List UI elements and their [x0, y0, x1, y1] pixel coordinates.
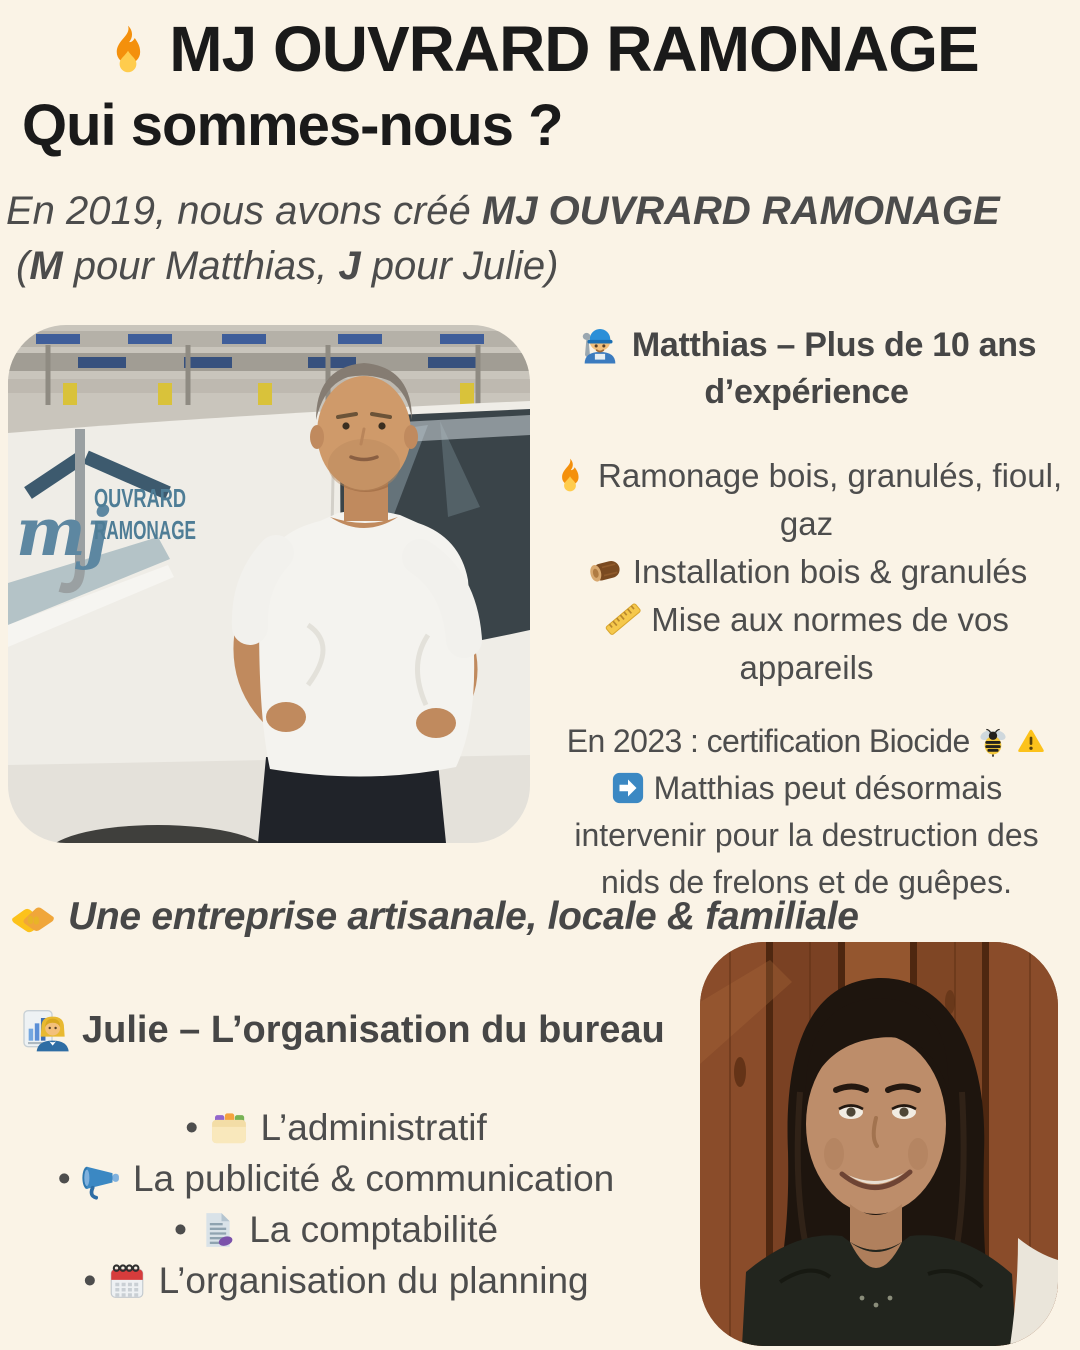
matthias-section	[533, 320, 1080, 906]
intro-text: pour Matthias,	[62, 244, 339, 289]
warning-icon	[1016, 727, 1046, 757]
card-index-icon	[208, 1107, 250, 1149]
bullet: •	[185, 1107, 199, 1148]
intro-text: En 2019, nous avons créé	[6, 189, 482, 233]
service-label-cont: gaz	[779, 505, 834, 542]
mechanic-icon	[577, 320, 623, 366]
van-logo-monogram: mj	[16, 493, 110, 571]
office-worker-icon	[22, 1006, 70, 1054]
task-item	[0, 1102, 672, 1153]
julie-heading	[22, 1006, 665, 1054]
fire-icon	[551, 456, 589, 494]
fire-icon	[101, 22, 155, 76]
task-label: La publicité & communication	[132, 1158, 615, 1199]
document-icon	[197, 1209, 239, 1251]
certification-line4: nids de frelons et de guêpes.	[601, 864, 1012, 900]
service-item	[533, 452, 1080, 548]
certification-line3: intervenir pour la destruction des	[574, 817, 1039, 853]
handshake-icon	[10, 894, 56, 940]
megaphone-icon	[81, 1158, 123, 1200]
bullet: •	[57, 1158, 71, 1199]
intro-text: pour Julie)	[360, 244, 559, 289]
certification-line2: Matthias peut désormais	[653, 770, 1003, 806]
matthias-services-list	[533, 452, 1080, 692]
arrow-right-icon	[611, 771, 645, 805]
service-item	[533, 548, 1080, 596]
task-item	[0, 1255, 672, 1306]
task-label: L’organisation du planning	[158, 1260, 589, 1301]
task-label: L’administratif	[260, 1107, 487, 1148]
tagline-text: Une entreprise artisanale, locale & familiale	[68, 895, 859, 938]
matthias-van-photo	[8, 325, 530, 843]
service-item	[533, 596, 1080, 692]
matthias-heading-line1: Matthias – Plus de 10 ans	[631, 326, 1037, 364]
service-label: Mise aux normes de vos	[651, 601, 1009, 638]
julie-tasks-list	[0, 1102, 672, 1306]
intro-line-2	[6, 239, 1072, 294]
service-label: Installation bois & granulés	[632, 553, 1028, 590]
intro-company-name: MJ OUVRARD RAMONAGE	[481, 189, 1000, 233]
intro-text: (	[16, 244, 30, 289]
task-item	[0, 1153, 672, 1204]
service-label-cont: appareils	[739, 649, 874, 686]
julie-photo	[700, 942, 1058, 1346]
page-title: MJ OUVRARD RAMONAGE	[169, 13, 979, 85]
matthias-heading-line2: d’expérience	[704, 373, 909, 411]
wood-log-icon	[586, 552, 624, 590]
bullet: •	[83, 1260, 97, 1301]
julie-heading-text: Julie – L’organisation du bureau	[82, 1008, 665, 1051]
van-photo-illustration	[8, 325, 530, 843]
certification-paragraph	[533, 718, 1080, 906]
van-logo-line2: RAMONAGE	[94, 515, 196, 545]
certification-line1: En 2023 : certification Biocide	[566, 723, 970, 759]
bullet: •	[173, 1209, 187, 1250]
page-title-row	[0, 12, 1080, 86]
intro-line-1	[6, 184, 1072, 239]
bee-icon	[978, 727, 1008, 757]
service-label: Ramonage bois, granulés, fioul,	[598, 457, 1063, 494]
calendar-icon	[106, 1260, 148, 1302]
intro-initial-m: M	[29, 244, 63, 289]
task-label: La comptabilité	[249, 1209, 499, 1250]
company-tagline	[10, 894, 859, 940]
julie-photo-illustration	[700, 942, 1058, 1346]
page-subtitle: Qui sommes-nous ?	[22, 93, 563, 158]
intro-paragraph	[6, 184, 1072, 294]
task-item	[0, 1204, 672, 1255]
intro-initial-j: J	[338, 244, 361, 289]
matthias-heading	[533, 320, 1080, 416]
ruler-icon	[604, 600, 642, 638]
van-logo-line1: OUVRARD	[94, 483, 186, 513]
